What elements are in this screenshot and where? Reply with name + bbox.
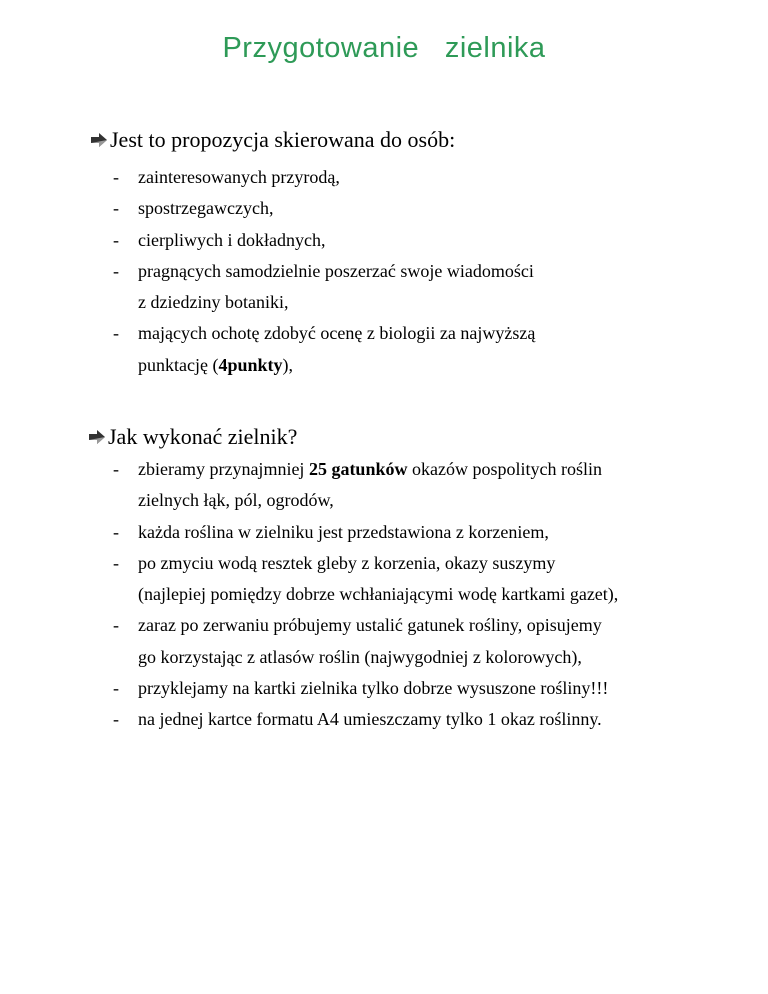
page-title: Przygotowanie zielnika — [222, 32, 546, 64]
section-heading-text: Jest to propozycja skierowana do osób: — [110, 127, 456, 152]
species-count-emphasis: 25 gatunków — [308, 459, 408, 479]
list-item: - przyklejamy na kartki zielnika tylko dobrze wysuszone rośliny!!! — [113, 678, 609, 699]
howto-list — [113, 454, 733, 736]
section-heading-text: Jak wykonać zielnik? — [108, 424, 298, 449]
points-emphasis: 4punkty — [218, 354, 283, 375]
list-item: - zaraz po zerwaniu próbujemy ustalić gatunek rośliny, opisujemy go korzystając z atlasów roślin (najwygodniej z kolorowych), — [113, 615, 602, 667]
list-item: - cierpliwych i dokładnych, — [113, 229, 326, 250]
list-item: - spostrzegawczych, — [113, 198, 274, 219]
list-item: - mających ochotę zdobyć ocenę z biologii za najwyższą punktację (4punkty), — [113, 323, 536, 375]
list-item: - zainteresowanych przyrodą, — [113, 167, 340, 187]
section-heading-howto — [88, 424, 297, 450]
arrow-bullet-icon — [88, 429, 106, 445]
list-item: - każda roślina w zielniku jest przedstawiona z korzeniem, — [113, 521, 549, 542]
list-item: - po zmyciu wodą resztek gleby z korzenia, okazy suszymy (najlepiej pomiędzy dobrze wchłaniającymi wodę kartkami gazet), — [113, 552, 619, 605]
list-item: - zbieramy przynajmniej 25 gatunków okazów pospolitych roślin zielnych łąk, pól, ogrodów, — [113, 459, 602, 511]
list-item: - pragnących samodzielnie poszerzać swoje wiadomości z dziedziny botaniki, — [113, 260, 534, 313]
arrow-bullet-icon — [90, 132, 108, 148]
audience-list — [113, 162, 733, 381]
section-heading-audience — [90, 127, 455, 153]
list-item: - na jednej kartce formatu A4 umieszczamy tylko 1 okaz roślinny. — [113, 709, 602, 730]
